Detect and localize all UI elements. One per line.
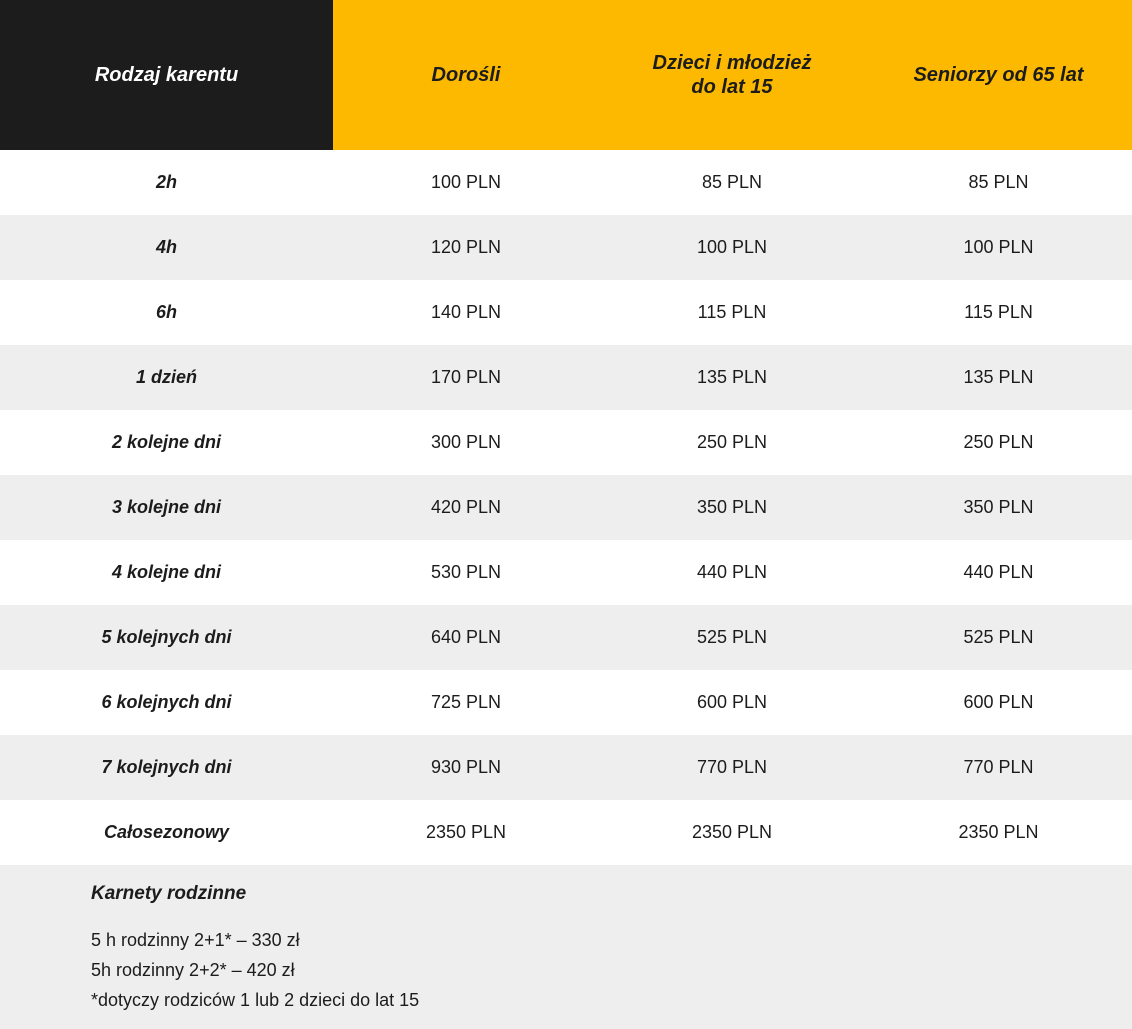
adults-price-cell: 2350 PLN [425, 822, 507, 842]
ticket-type-cell: 3 kolejne dni [111, 497, 222, 517]
seniors-price-cell: 525 PLN [963, 627, 1034, 647]
header-ticket-type-label: Rodzaj karentu [94, 64, 239, 86]
table-row [0, 215, 1132, 280]
children-price-cell: 135 PLN [696, 367, 768, 387]
ticket-type-cell: 6 kolejnych dni [101, 692, 232, 712]
seniors-price-cell: 100 PLN [963, 237, 1034, 257]
table-row [0, 280, 1132, 345]
family-ticket-note: *dotyczy rodziców 1 lub 2 dzieci do lat 15 [91, 990, 420, 1010]
adults-price-cell: 100 PLN [430, 172, 502, 192]
adults-price-cell: 420 PLN [430, 497, 502, 517]
table-row [0, 800, 1132, 865]
ticket-type-cell: 4 kolejne dni [111, 562, 222, 582]
family-ticket-line: 5 h rodzinny 2+1* – 330 zł [91, 930, 300, 950]
adults-price-cell: 170 PLN [430, 367, 502, 387]
table-row [0, 410, 1132, 475]
table-header [0, 0, 1132, 150]
seniors-price-cell: 350 PLN [963, 497, 1034, 517]
children-price-cell: 600 PLN [696, 692, 768, 712]
children-price-cell: 100 PLN [696, 237, 768, 257]
children-price-cell: 440 PLN [696, 562, 768, 582]
children-price-cell: 85 PLN [701, 172, 763, 192]
table-row [0, 475, 1132, 540]
header-adults [333, 0, 599, 150]
family-tickets-section [0, 865, 1132, 1029]
adults-price-cell: 640 PLN [430, 627, 502, 647]
children-price-cell: 350 PLN [696, 497, 768, 517]
seniors-price-cell: 85 PLN [968, 172, 1029, 192]
table-row [0, 605, 1132, 670]
table-body [0, 150, 1132, 865]
seniors-price-cell: 2350 PLN [958, 822, 1039, 842]
ticket-type-cell: 1 dzień [135, 367, 197, 387]
ticket-type-cell: 2 kolejne dni [111, 432, 222, 452]
family-ticket-line: 5h rodzinny 2+2* – 420 zł [91, 960, 295, 980]
adults-price-cell: 725 PLN [430, 692, 502, 712]
family-tickets-title: Karnety rodzinne [91, 883, 247, 904]
table-row [0, 345, 1132, 410]
children-price-cell: 115 PLN [697, 302, 767, 322]
seniors-price-cell: 115 PLN [964, 302, 1033, 322]
children-price-cell: 525 PLN [696, 627, 768, 647]
table-row [0, 670, 1132, 735]
adults-price-cell: 300 PLN [430, 432, 502, 452]
table-row [0, 150, 1132, 215]
table-row [0, 735, 1132, 800]
children-price-cell: 250 PLN [696, 432, 768, 452]
header-children [599, 0, 865, 150]
ticket-type-cell: 4h [155, 237, 177, 257]
header-adults-label: Dorośli [431, 64, 501, 86]
seniors-price-cell: 600 PLN [963, 692, 1034, 712]
seniors-price-cell: 135 PLN [963, 367, 1034, 387]
ticket-type-cell: 7 kolejnych dni [101, 757, 232, 777]
header-seniors-label: Seniorzy od 65 lat [913, 64, 1084, 86]
header-ticket-type [0, 0, 333, 150]
ticket-type-cell: 6h [155, 302, 177, 322]
ticket-type-cell: 2h [155, 172, 177, 192]
children-price-cell: 770 PLN [696, 757, 768, 777]
header-children-label: Dzieci i młodzież do lat 15 [652, 52, 812, 98]
adults-price-cell: 530 PLN [430, 562, 502, 582]
seniors-price-cell: 250 PLN [963, 432, 1034, 452]
seniors-price-cell: 770 PLN [963, 757, 1034, 777]
adults-price-cell: 930 PLN [430, 757, 502, 777]
seniors-price-cell: 440 PLN [963, 562, 1034, 582]
header-seniors [865, 0, 1132, 150]
adults-price-cell: 140 PLN [430, 302, 502, 322]
children-price-cell: 2350 PLN [691, 822, 773, 842]
table-row [0, 540, 1132, 605]
adults-price-cell: 120 PLN [430, 237, 502, 257]
ticket-type-cell: Całosezonowy [103, 822, 230, 842]
ticket-type-cell: 5 kolejnych dni [101, 627, 232, 647]
